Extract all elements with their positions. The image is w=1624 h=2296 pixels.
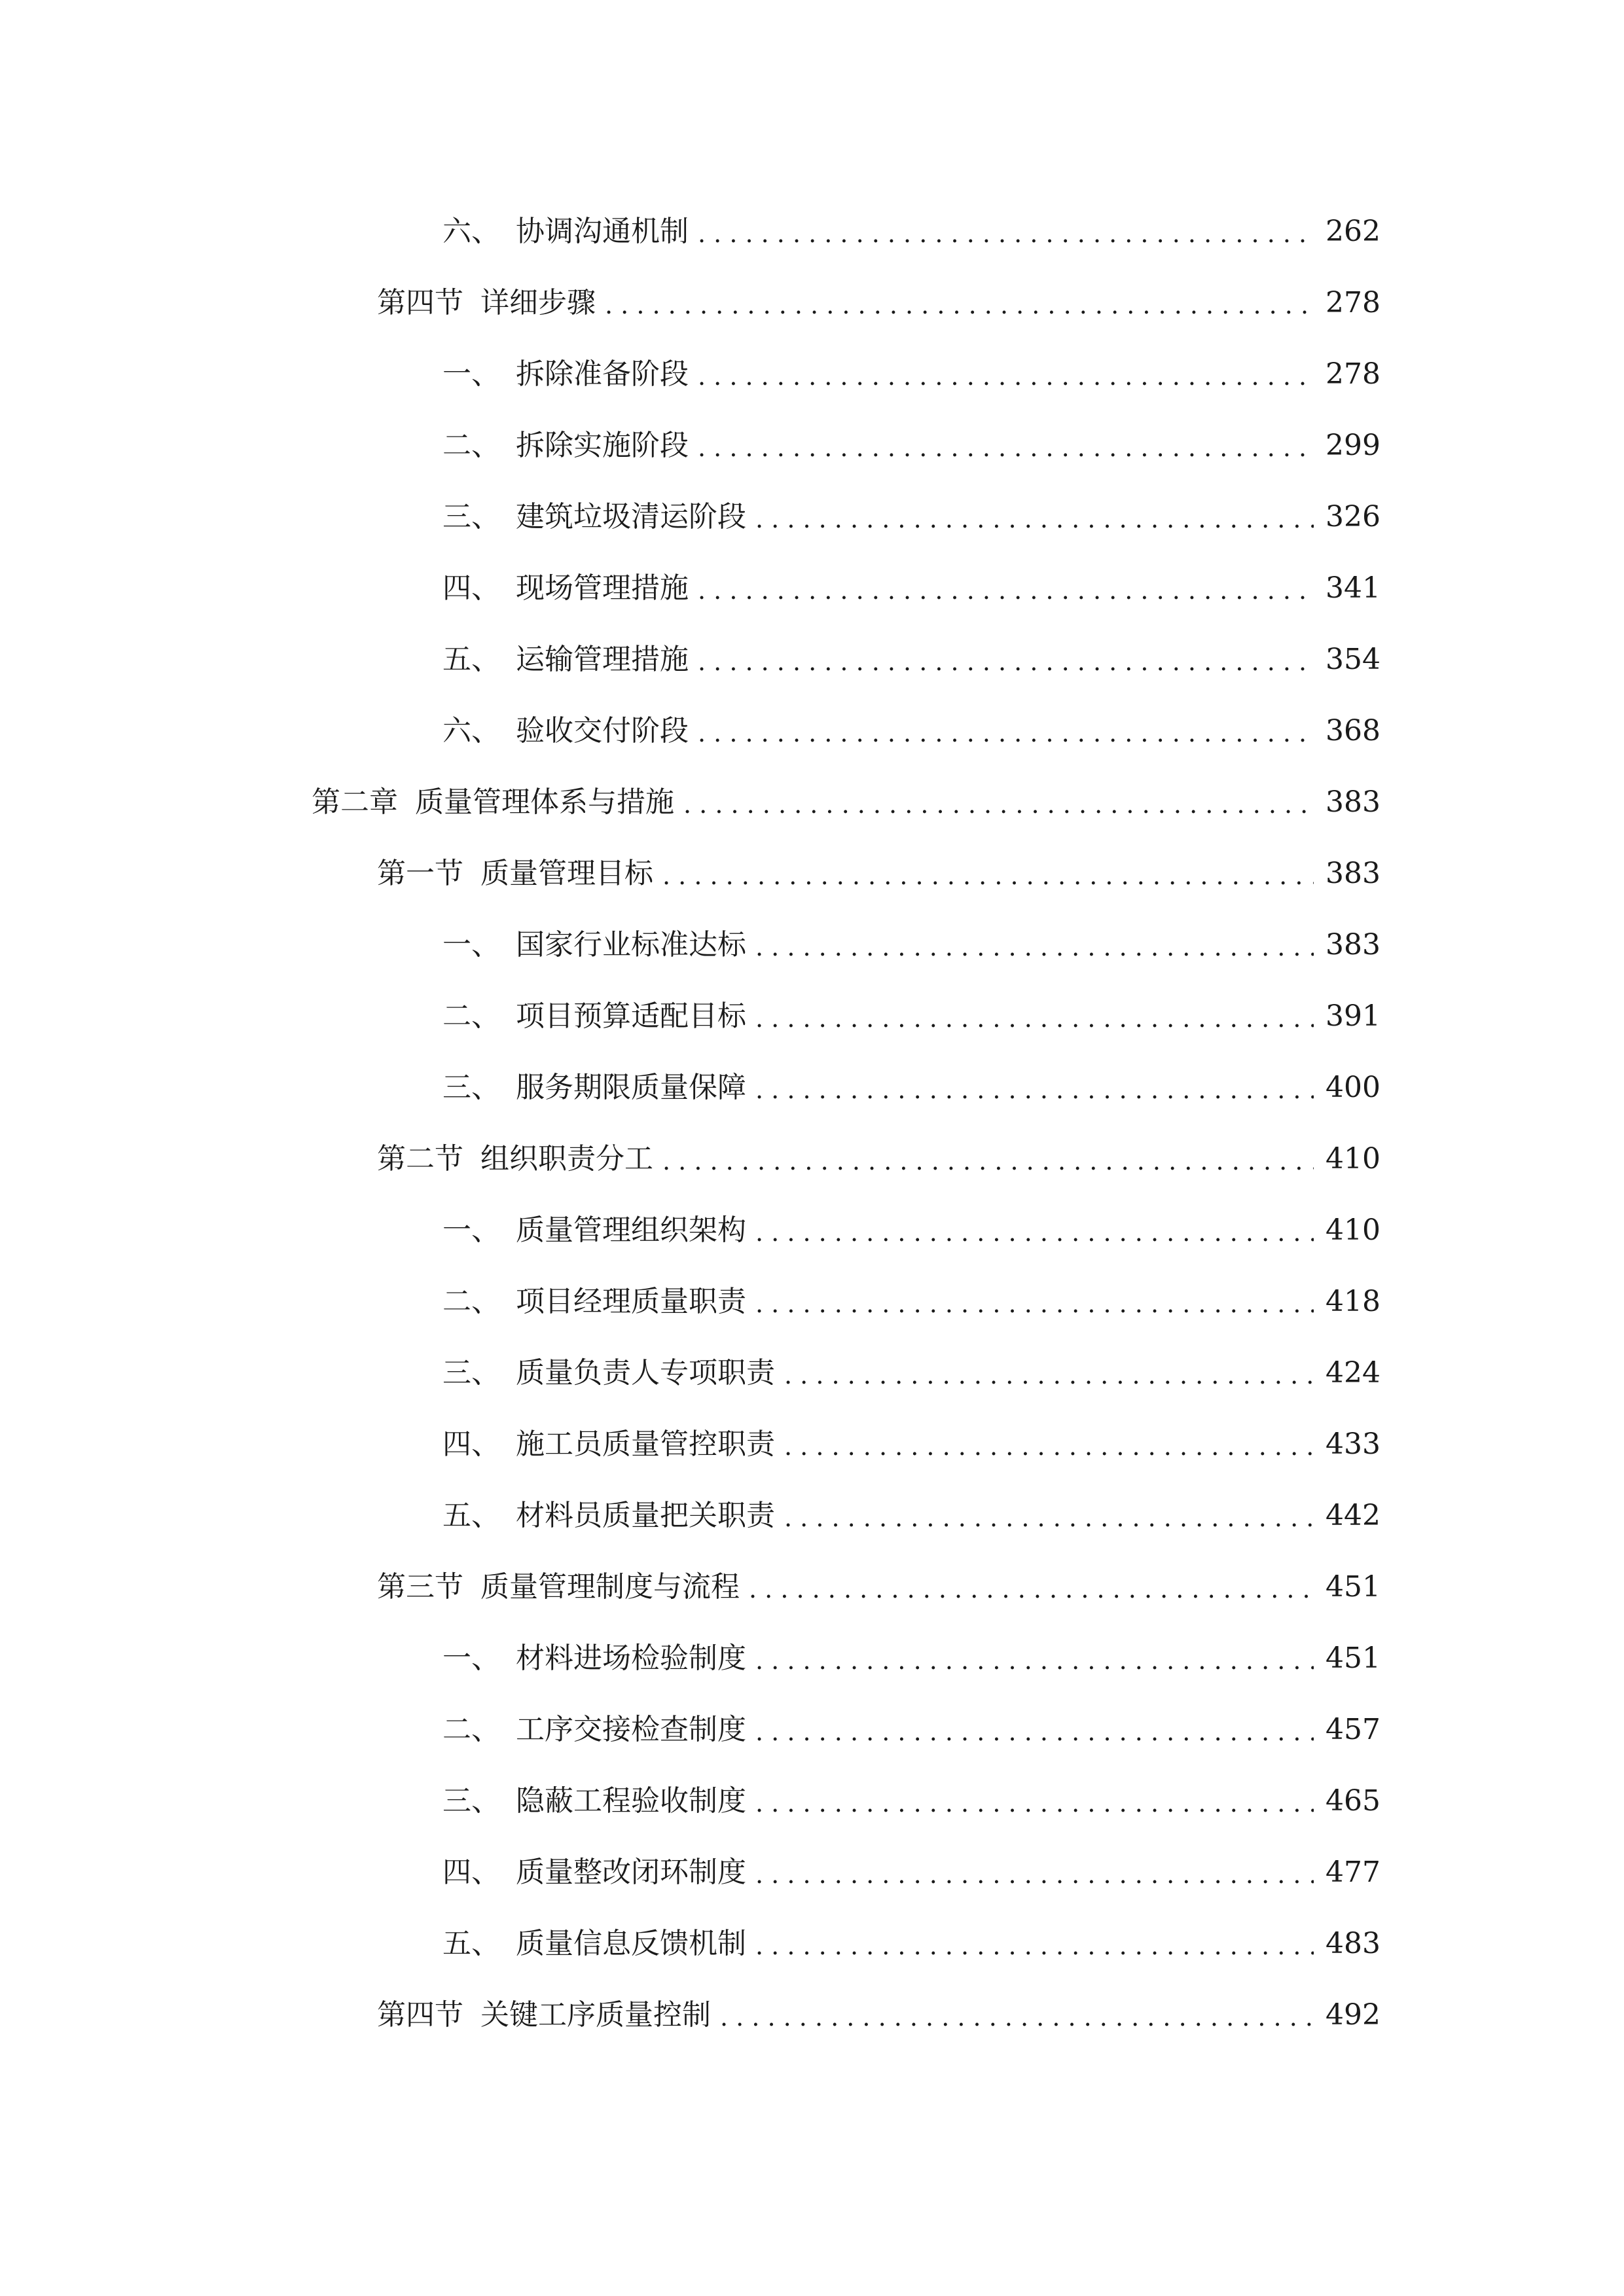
toc-entry-number: 第三节 (377, 1570, 463, 1604)
toc-entry-page: 410 (1326, 1142, 1380, 1175)
toc-entry-number: 第一节 (377, 857, 463, 890)
toc-entry-title: 材料进场检验制度 (516, 1641, 746, 1675)
toc-entry-title: 施工员质量管控职责 (516, 1427, 775, 1461)
toc-entry-page: 442 (1326, 1499, 1380, 1532)
toc-entry-number: 四、 (442, 571, 500, 605)
toc-entry-number: 四、 (442, 1856, 500, 1889)
toc-entry-title: 运输管理措施 (516, 643, 689, 676)
toc-entry-page: 341 (1326, 571, 1380, 605)
toc-entry-number: 一、 (442, 928, 500, 961)
toc-entry-subchapter[interactable] (377, 1121, 1378, 1174)
toc-entry-number: 五、 (442, 1499, 500, 1532)
toc-entry-section[interactable] (442, 1906, 1378, 1958)
toc-entry-section[interactable] (442, 1264, 1378, 1316)
toc-entry-page: 383 (1326, 785, 1380, 819)
toc-entry-page: 383 (1326, 857, 1380, 890)
toc-entry-number: 五、 (442, 643, 500, 676)
dot-leader (698, 721, 1314, 745)
dot-leader (698, 649, 1314, 674)
dot-leader (605, 293, 1314, 317)
dot-leader (662, 863, 1314, 888)
toc-entry-title: 质量管理制度与流程 (480, 1570, 740, 1604)
toc-entry-number: 二、 (442, 429, 500, 462)
toc-entry-title: 质量管理体系与措施 (415, 785, 674, 819)
toc-entry-number: 二、 (442, 1285, 500, 1318)
toc-entry-subchapter[interactable] (377, 1977, 1378, 2030)
toc-entry-number: 五、 (442, 1927, 500, 1960)
dot-leader (720, 2005, 1314, 2030)
toc-entry-number: 第四节 (377, 1998, 463, 2032)
toc-entry-page: 492 (1326, 1998, 1380, 2032)
toc-entry-number: 三、 (442, 1071, 500, 1104)
toc-entry-title: 协调沟通机制 (516, 215, 689, 248)
toc-entry-section[interactable] (442, 336, 1378, 389)
dot-leader (755, 1220, 1314, 1245)
toc-entry-page: 354 (1326, 643, 1380, 676)
dot-leader (755, 1291, 1314, 1316)
toc-entry-number: 三、 (442, 500, 500, 533)
toc-entry-page: 391 (1326, 999, 1380, 1033)
toc-entry-subchapter[interactable] (377, 836, 1378, 888)
toc-entry-page: 424 (1326, 1356, 1380, 1390)
toc-entry-title: 工序交接检查制度 (516, 1713, 746, 1746)
dot-leader (755, 1791, 1314, 1816)
toc-entry-title: 组织职责分工 (480, 1142, 653, 1175)
toc-entry-page: 299 (1326, 429, 1380, 462)
toc-entry-number: 一、 (442, 357, 500, 391)
toc-entry-title: 质量信息反馈机制 (516, 1927, 746, 1960)
dot-leader (755, 1006, 1314, 1031)
toc-entry-title: 质量管理组织架构 (516, 1213, 746, 1247)
dot-leader (698, 221, 1314, 246)
toc-entry-subchapter[interactable] (377, 1549, 1378, 1602)
toc-entry-title: 质量负责人专项职责 (516, 1356, 775, 1390)
toc-entry-section[interactable] (442, 1407, 1378, 1459)
toc-entry-title: 服务期限质量保障 (516, 1071, 746, 1104)
dot-leader (755, 1648, 1314, 1673)
toc-entry-number: 三、 (442, 1356, 500, 1390)
toc-entry-title: 详细步骤 (480, 286, 596, 319)
toc-entry-section[interactable] (442, 408, 1378, 460)
dot-leader (755, 935, 1314, 960)
toc-entry-title: 现场管理措施 (516, 571, 689, 605)
toc-entry-page: 477 (1326, 1856, 1380, 1889)
toc-entry-page: 278 (1326, 357, 1380, 391)
toc-entry-section[interactable] (442, 693, 1378, 745)
toc-entry-section[interactable] (442, 1692, 1378, 1744)
toc-entry-number: 第二节 (377, 1142, 463, 1175)
toc-entry-title: 隐蔽工程验收制度 (516, 1784, 746, 1818)
toc-entry-section[interactable] (442, 1763, 1378, 1816)
toc-entry-title: 拆除准备阶段 (516, 357, 689, 391)
toc-entry-number: 二、 (442, 999, 500, 1033)
toc-entry-number: 三、 (442, 1784, 500, 1818)
toc-entry-number: 六、 (442, 215, 500, 248)
toc-entry-number: 第四节 (377, 286, 463, 319)
toc-entry-section[interactable] (442, 479, 1378, 531)
dot-leader (784, 1363, 1314, 1388)
toc-entry-page: 262 (1326, 215, 1380, 248)
toc-entry-section[interactable] (442, 1621, 1378, 1673)
toc-entry-section[interactable] (442, 550, 1378, 603)
toc-entry-page: 400 (1326, 1071, 1380, 1104)
toc-entry-section[interactable] (442, 1478, 1378, 1530)
dot-leader (755, 1719, 1314, 1744)
dot-leader (698, 364, 1314, 389)
toc-entry-page: 433 (1326, 1427, 1380, 1461)
toc-entry-page: 383 (1326, 928, 1380, 961)
dot-leader (755, 507, 1314, 531)
toc-entry-page: 451 (1326, 1570, 1380, 1604)
toc-entry-page: 368 (1326, 714, 1380, 747)
dot-leader (755, 1933, 1314, 1958)
dot-leader (755, 1862, 1314, 1887)
toc-entry-page: 465 (1326, 1784, 1380, 1818)
toc-entry-page: 418 (1326, 1285, 1380, 1318)
toc-entry-section[interactable] (442, 1335, 1378, 1388)
dot-leader (755, 1077, 1314, 1102)
dot-leader (698, 578, 1314, 603)
toc-entry-title: 项目经理质量职责 (516, 1285, 746, 1318)
toc-entry-page: 278 (1326, 286, 1380, 319)
toc-entry-page: 483 (1326, 1927, 1380, 1960)
toc-entry-title: 项目预算适配目标 (516, 999, 746, 1033)
toc-entry-title: 质量整改闭环制度 (516, 1856, 746, 1889)
toc-entry-title: 关键工序质量控制 (480, 1998, 711, 2032)
dot-leader (683, 792, 1314, 817)
toc-entry-section[interactable] (442, 194, 1378, 246)
toc-entry-title: 质量管理目标 (480, 857, 653, 890)
toc-entry-title: 拆除实施阶段 (516, 429, 689, 462)
dot-leader (698, 435, 1314, 460)
dot-leader (662, 1149, 1314, 1174)
toc-entry-title: 材料员质量把关职责 (516, 1499, 775, 1532)
toc-entry-page: 326 (1326, 500, 1380, 533)
dot-leader (749, 1577, 1314, 1602)
toc-entry-section[interactable] (442, 1050, 1378, 1102)
toc-entry-section[interactable] (442, 1193, 1378, 1245)
dot-leader (784, 1505, 1314, 1530)
toc-entry-number: 二、 (442, 1713, 500, 1746)
toc-entry-section[interactable] (442, 1835, 1378, 1887)
toc-entry-number: 六、 (442, 714, 500, 747)
toc-entry-number: 四、 (442, 1427, 500, 1461)
toc-entry-page: 451 (1326, 1641, 1380, 1675)
toc-entry-page: 410 (1326, 1213, 1380, 1247)
toc-entry-section[interactable] (442, 907, 1378, 960)
dot-leader (784, 1434, 1314, 1459)
toc-entry-section[interactable] (442, 622, 1378, 674)
toc-entry-section[interactable] (442, 978, 1378, 1031)
toc-entry-chapter[interactable] (312, 764, 1378, 817)
toc-entry-page: 457 (1326, 1713, 1380, 1746)
toc-entry-number: 一、 (442, 1213, 500, 1247)
toc-entry-number: 第二章 (312, 785, 398, 819)
toc-entry-subchapter[interactable] (377, 265, 1378, 317)
toc-entry-number: 一、 (442, 1641, 500, 1675)
toc-entry-title: 国家行业标准达标 (516, 928, 746, 961)
toc-entry-title: 建筑垃圾清运阶段 (516, 500, 746, 533)
toc-entry-title: 验收交付阶段 (516, 714, 689, 747)
